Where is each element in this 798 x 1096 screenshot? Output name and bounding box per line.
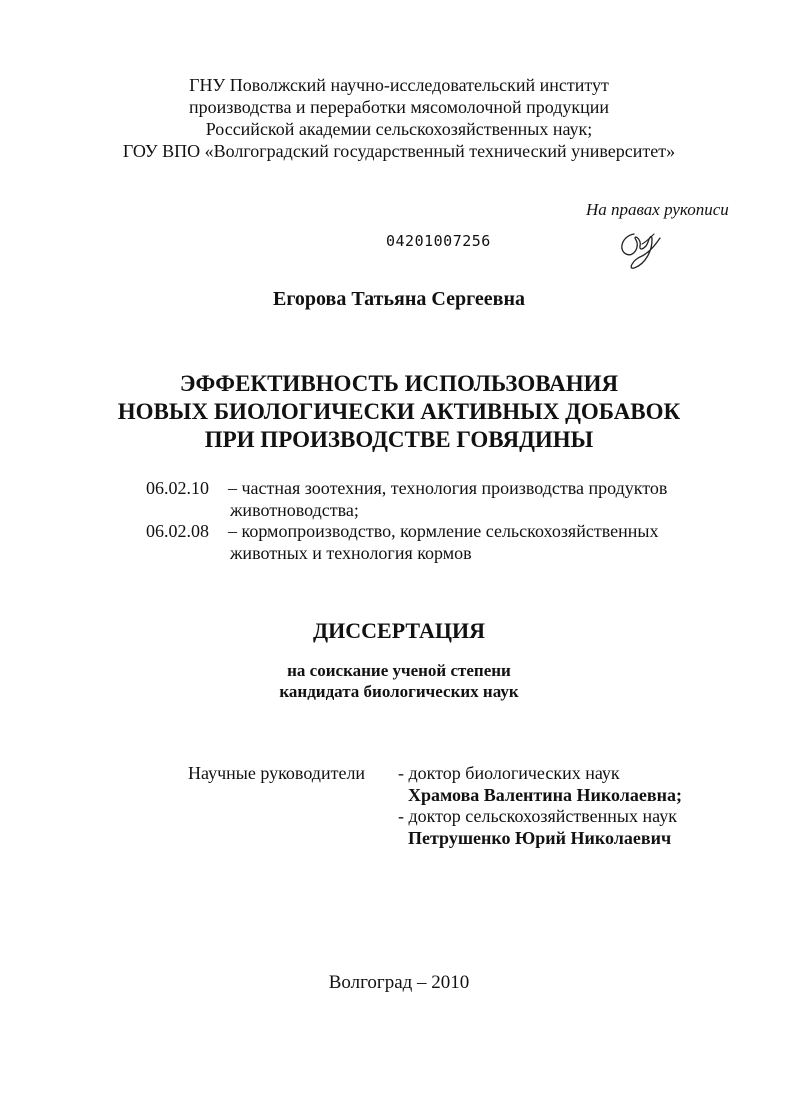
specialty-text-continued: животных и технология кормов [230,542,472,563]
institution-line: производства и переработки мясомолочной продукции [188,97,610,117]
degree-block [0,660,798,702]
specialties-list [146,478,667,564]
degree-line: на соискание ученой степени [287,661,511,680]
author-name: Егорова Татьяна Сергеевна [272,288,525,310]
institution-line: ГНУ Поволжский научно-исследовательский институт [189,75,609,95]
handwritten-signature [612,216,672,276]
title-line: ЭФФЕКТИВНОСТЬ ИСПОЛЬЗОВАНИЯ [179,371,619,396]
manuscript-rights-note: На правах рукописи [586,200,729,219]
supervisor-degree: - доктор сельскохозяйственных наук [398,806,677,826]
dissertation-title [0,370,798,454]
specialty-item [146,521,667,543]
supervisor-name: Храмова Валентина Николаевна; [408,784,682,805]
specialty-text: – кормопроизводство, кормление сельскохозяйственных [228,521,659,541]
supervisor-name: Петрушенко Юрий Николаевич [408,827,672,848]
degree-line: кандидата биологических наук [279,682,519,701]
supervisors-label: Научные руководители [188,763,366,783]
specialty-code: 06.02.10 [146,478,209,498]
supervisor-degree: - доктор биологических наук [398,763,620,783]
specialty-code: 06.02.08 [146,521,209,541]
title-line: НОВЫХ БИОЛОГИЧЕСКИ АКТИВНЫХ ДОБАВОК [117,399,681,424]
institution-line: Российской академии сельскохозяйственных наук; [205,119,593,139]
specialty-text-continued: животноводства; [230,499,359,520]
title-line: ПРИ ПРОИЗВОДСТВЕ ГОВЯДИНЫ [204,427,594,452]
institution-block [0,74,798,162]
institution-line: ГОУ ВПО «Волгоградский государственный технический университет» [122,141,676,161]
document-code: 04201007256 [386,232,491,250]
city-year: Волгоград – 2010 [328,972,470,993]
specialty-item [146,478,667,500]
supervisors-list [398,763,682,849]
document-type: ДИССЕРТАЦИЯ [313,618,485,643]
specialty-text: – частная зоотехния, технология производства продуктов [228,478,668,498]
